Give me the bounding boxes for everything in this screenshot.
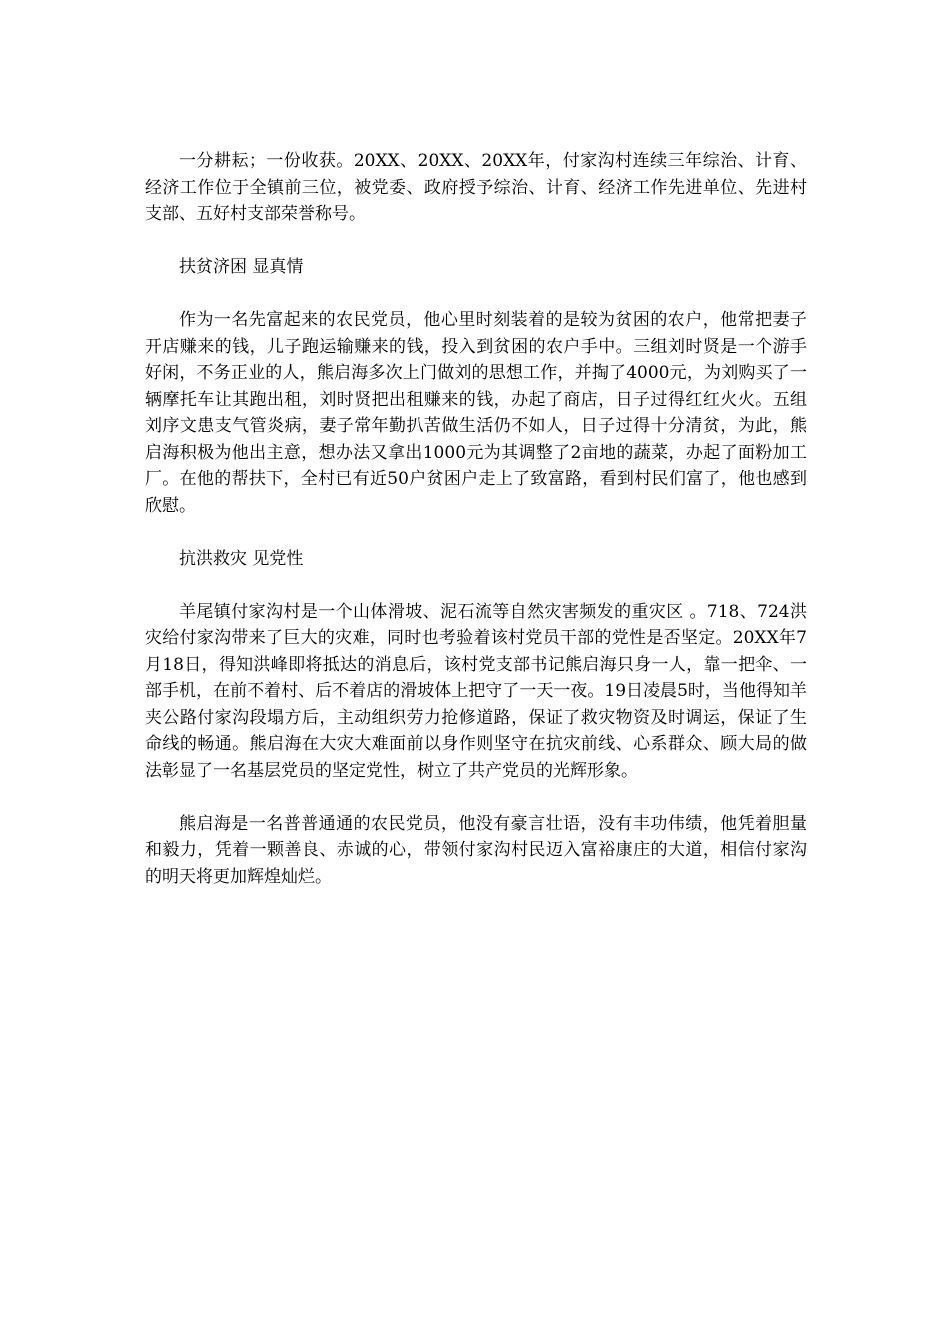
spacer	[145, 228, 807, 255]
document-body	[145, 148, 807, 890]
spacer	[145, 281, 807, 308]
section-heading-flood: 抗洪救灾 见党性	[179, 548, 304, 569]
spacer	[145, 784, 807, 811]
spacer	[145, 572, 807, 599]
paragraph-poverty-relief: 作为一名先富起来的农民党员，他心里时刻装着的是较为贫困的农户，他常把妻子开店赚来的钱，儿子跑运输赚来的钱，投入到贫困的农户手中。三组刘时贤是一个游手好闲，不务正业的人，熊启海多次上门做刘的思想工作，并掏了4000元，为刘购买了一辆摩托车让其跑出租，刘时贤把出租赚来的钱，办起了商店，日子过得红红火火。五组刘序文患支气管炎病，妻子常年勤扒苦做生活仍不如人，日子过得十分清贫，为此，熊启海积极为他出主意，想办法又拿出1000元为其调整了2亩地的蔬菜，办起了面粉加工厂。在他的帮扶下，全村已有近50户贫困户走上了致富路，看到村民们富了，他也感到欣慰。	[145, 310, 807, 516]
paragraph-results: 一分耕耘；一份收获。20XX、20XX、20XX年，付家沟村连续三年综治、计育、经济工作位于全镇前三位，被党委、政府授予综治、计育、经济工作先进单位、先进村支部、五好村支部荣誉称号。	[145, 151, 807, 224]
paragraph-conclusion: 熊启海是一名普普通通的农民党员，他没有豪言壮语，没有丰功伟绩，他凭着胆量和毅力，凭着一颗善良、赤诚的心，带领付家沟村民迈入富裕康庄的大道，相信付家沟的明天将更加辉煌灿烂。	[145, 813, 807, 887]
spacer	[145, 519, 807, 546]
paragraph-flood-relief: 羊尾镇付家沟村是一个山体滑坡、泥石流等自然灾害频发的重灾区 。718、724洪灾给付家沟带来了巨大的灾难，同时也考验着该村党员干部的党性是否坚定。20XX年7月18日，得知洪峰即将抵达的消息后，该村党支部书记熊启海只身一人，靠一把伞、一部手机，在前不着村、后不着店的滑坡体上把守了一天一夜。19日凌晨5时，当他得知羊夹公路付家沟段塌方后，主动组织劳力抢修道路，保证了救灾物资及时调运，保证了生命线的畅通。熊启海在大灾大难面前以身作则坚守在抗灾前线、心系群众、顾大局的做法彰显了一名基层党员的坚定党性，树立了共产党员的光辉形象。	[145, 601, 807, 781]
section-heading-poverty: 扶贫济困 显真情	[179, 257, 304, 277]
